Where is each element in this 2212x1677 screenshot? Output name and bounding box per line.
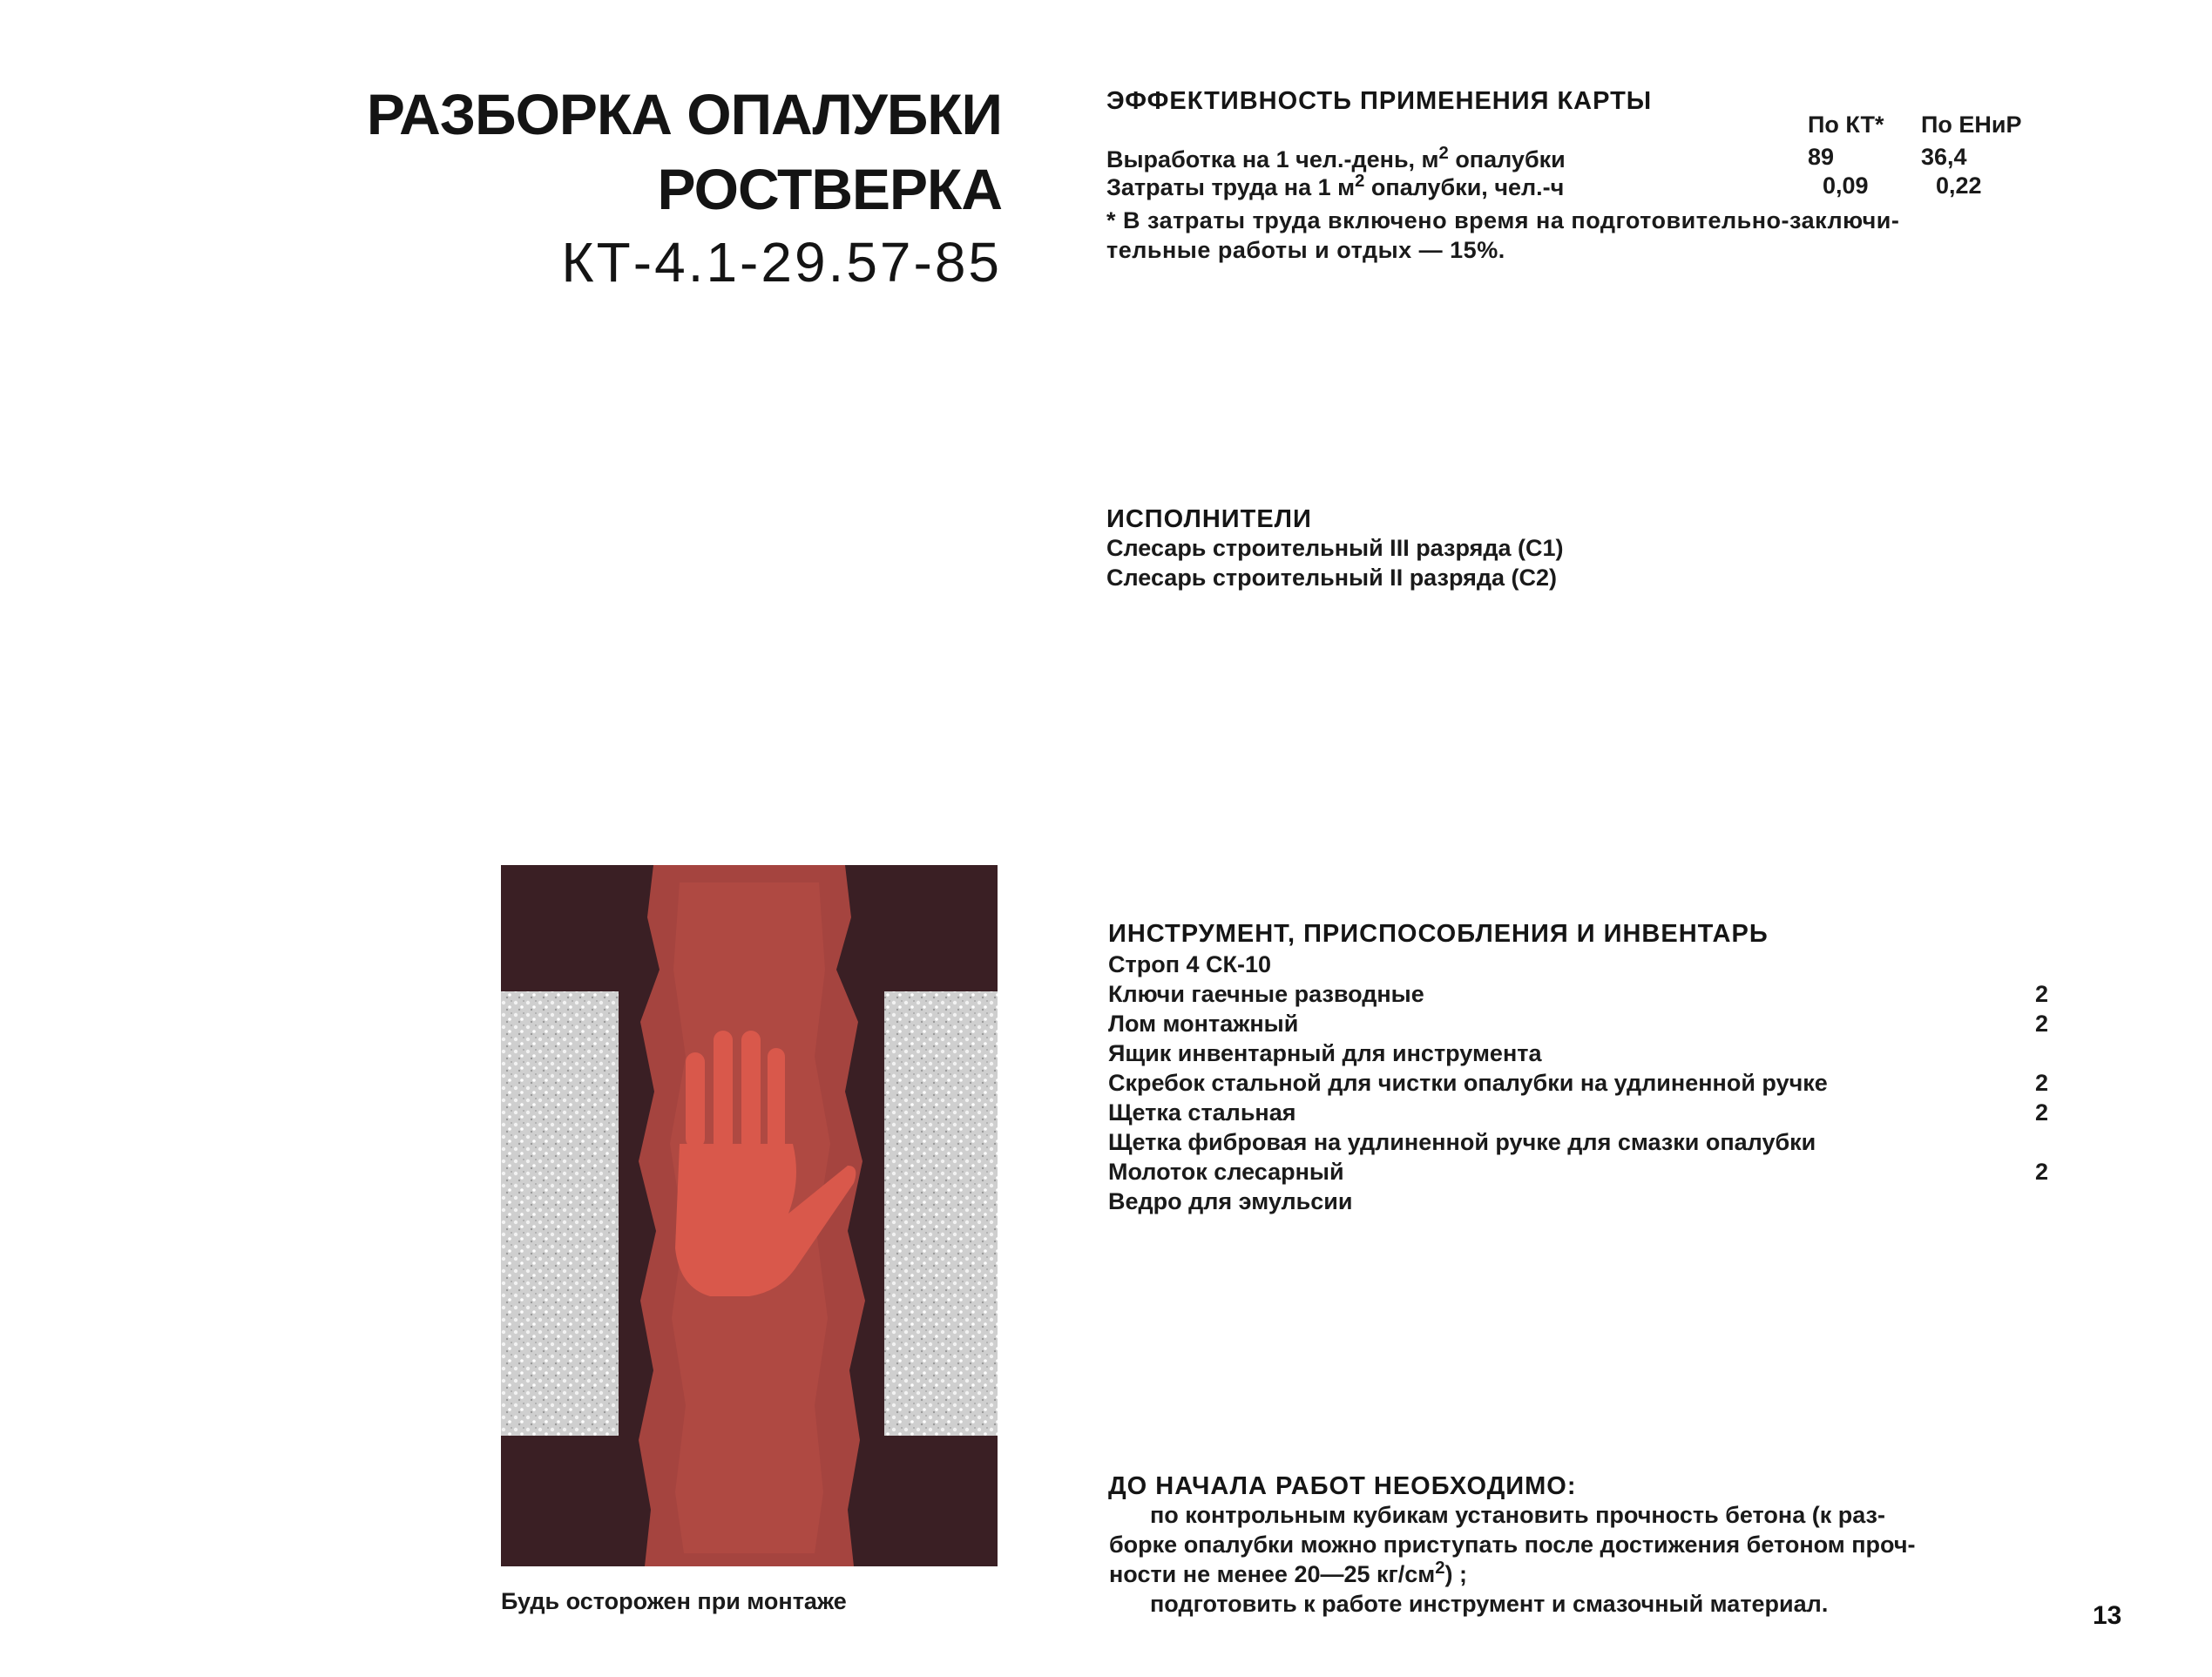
before-work-heading: ДО НАЧАЛА РАБОТ НЕОБХОДИМО: [1108,1472,1577,1500]
efficiency-heading: ЭФФЕКТИВНОСТЬ ПРИМЕНЕНИЯ КАРТЫ [1106,87,1653,115]
efficiency-row-enir: 0,22 [1936,172,1982,199]
tool-item: Скребок стальной для чистки опалубки на удлиненной ручке [1108,1070,1828,1096]
title-line-2: РОСТВЕРКА [657,157,1002,221]
efficiency-row-enir: 36,4 [1921,144,1967,170]
efficiency-col-enir: По ЕНиР [1921,112,2022,138]
performers-heading: ИСПОЛНИТЕЛИ [1106,505,1312,533]
efficiency-col-kt: По КТ* [1808,112,1884,138]
efficiency-row-kt: 89 [1808,144,1835,170]
before-work-line: подготовить к работе инструмент и смазочный материал. [1150,1591,1829,1617]
before-work-line: по контрольным кубикам установить прочность бетона (к раз- [1150,1502,1885,1528]
tool-item: Лом монтажный [1108,1011,1299,1037]
efficiency-row-kt: 0,09 [1823,172,1869,199]
tool-item: Ящик инвентарный для инструмента [1108,1040,1542,1066]
tool-qty: 2 [2035,1070,2049,1096]
tool-item: Щетка стальная [1108,1099,1296,1126]
formwork-panel-right [884,991,998,1436]
tool-item: Ключи гаечные разводные [1108,981,1424,1007]
efficiency-note-line: тельные работы и отдых — 15%. [1106,237,1505,263]
tool-item: Щетка фибровая на удлиненной ручке для смазки опалубки [1108,1129,1816,1155]
tool-qty: 2 [2035,1099,2049,1126]
tool-qty: 2 [2035,1011,2049,1037]
safety-illustration [501,865,998,1566]
tool-item: Ведро для эмульсии [1108,1188,1353,1214]
title-line-1: РАЗБОРКА ОПАЛУБКИ [366,82,1002,146]
efficiency-row-label: Затраты труда на 1 $м^2$ опалубки, чел.-ч [1106,172,1565,200]
efficiency-row-label: Выработка на 1 чел.-день, $м^2$ опалубки [1106,144,1566,172]
before-work-line: ности не менее 20—25 $кг/см^2$) ; [1109,1559,1468,1587]
page-title [331,77,1002,298]
page-number: 13 [2093,1601,2122,1630]
tool-qty: 2 [2035,1159,2049,1185]
tool-item: Молоток слесарный [1108,1159,1344,1185]
tool-qty: 2 [2035,981,2049,1007]
before-work-line: борке опалубки можно приступать после достижения бетоном проч- [1109,1532,1916,1558]
illustration-caption: Будь осторожен при монтаже [501,1588,847,1614]
efficiency-note-line: * В затраты труда включено время на подготовительно-заключи- [1106,207,1900,233]
performer-item: Слесарь строительный II разряда (С2) [1106,565,1557,591]
formwork-panel-left [501,991,619,1436]
tool-item: Строп 4 СК-10 [1108,951,1272,977]
performer-item: Слесарь строительный III разряда (С1) [1106,535,1564,561]
title-code: КТ-4.1-29.57-85 [561,231,1002,294]
tools-heading: ИНСТРУМЕНТ, ПРИСПОСОБЛЕНИЯ И ИНВЕНТАРЬ [1108,920,1769,948]
